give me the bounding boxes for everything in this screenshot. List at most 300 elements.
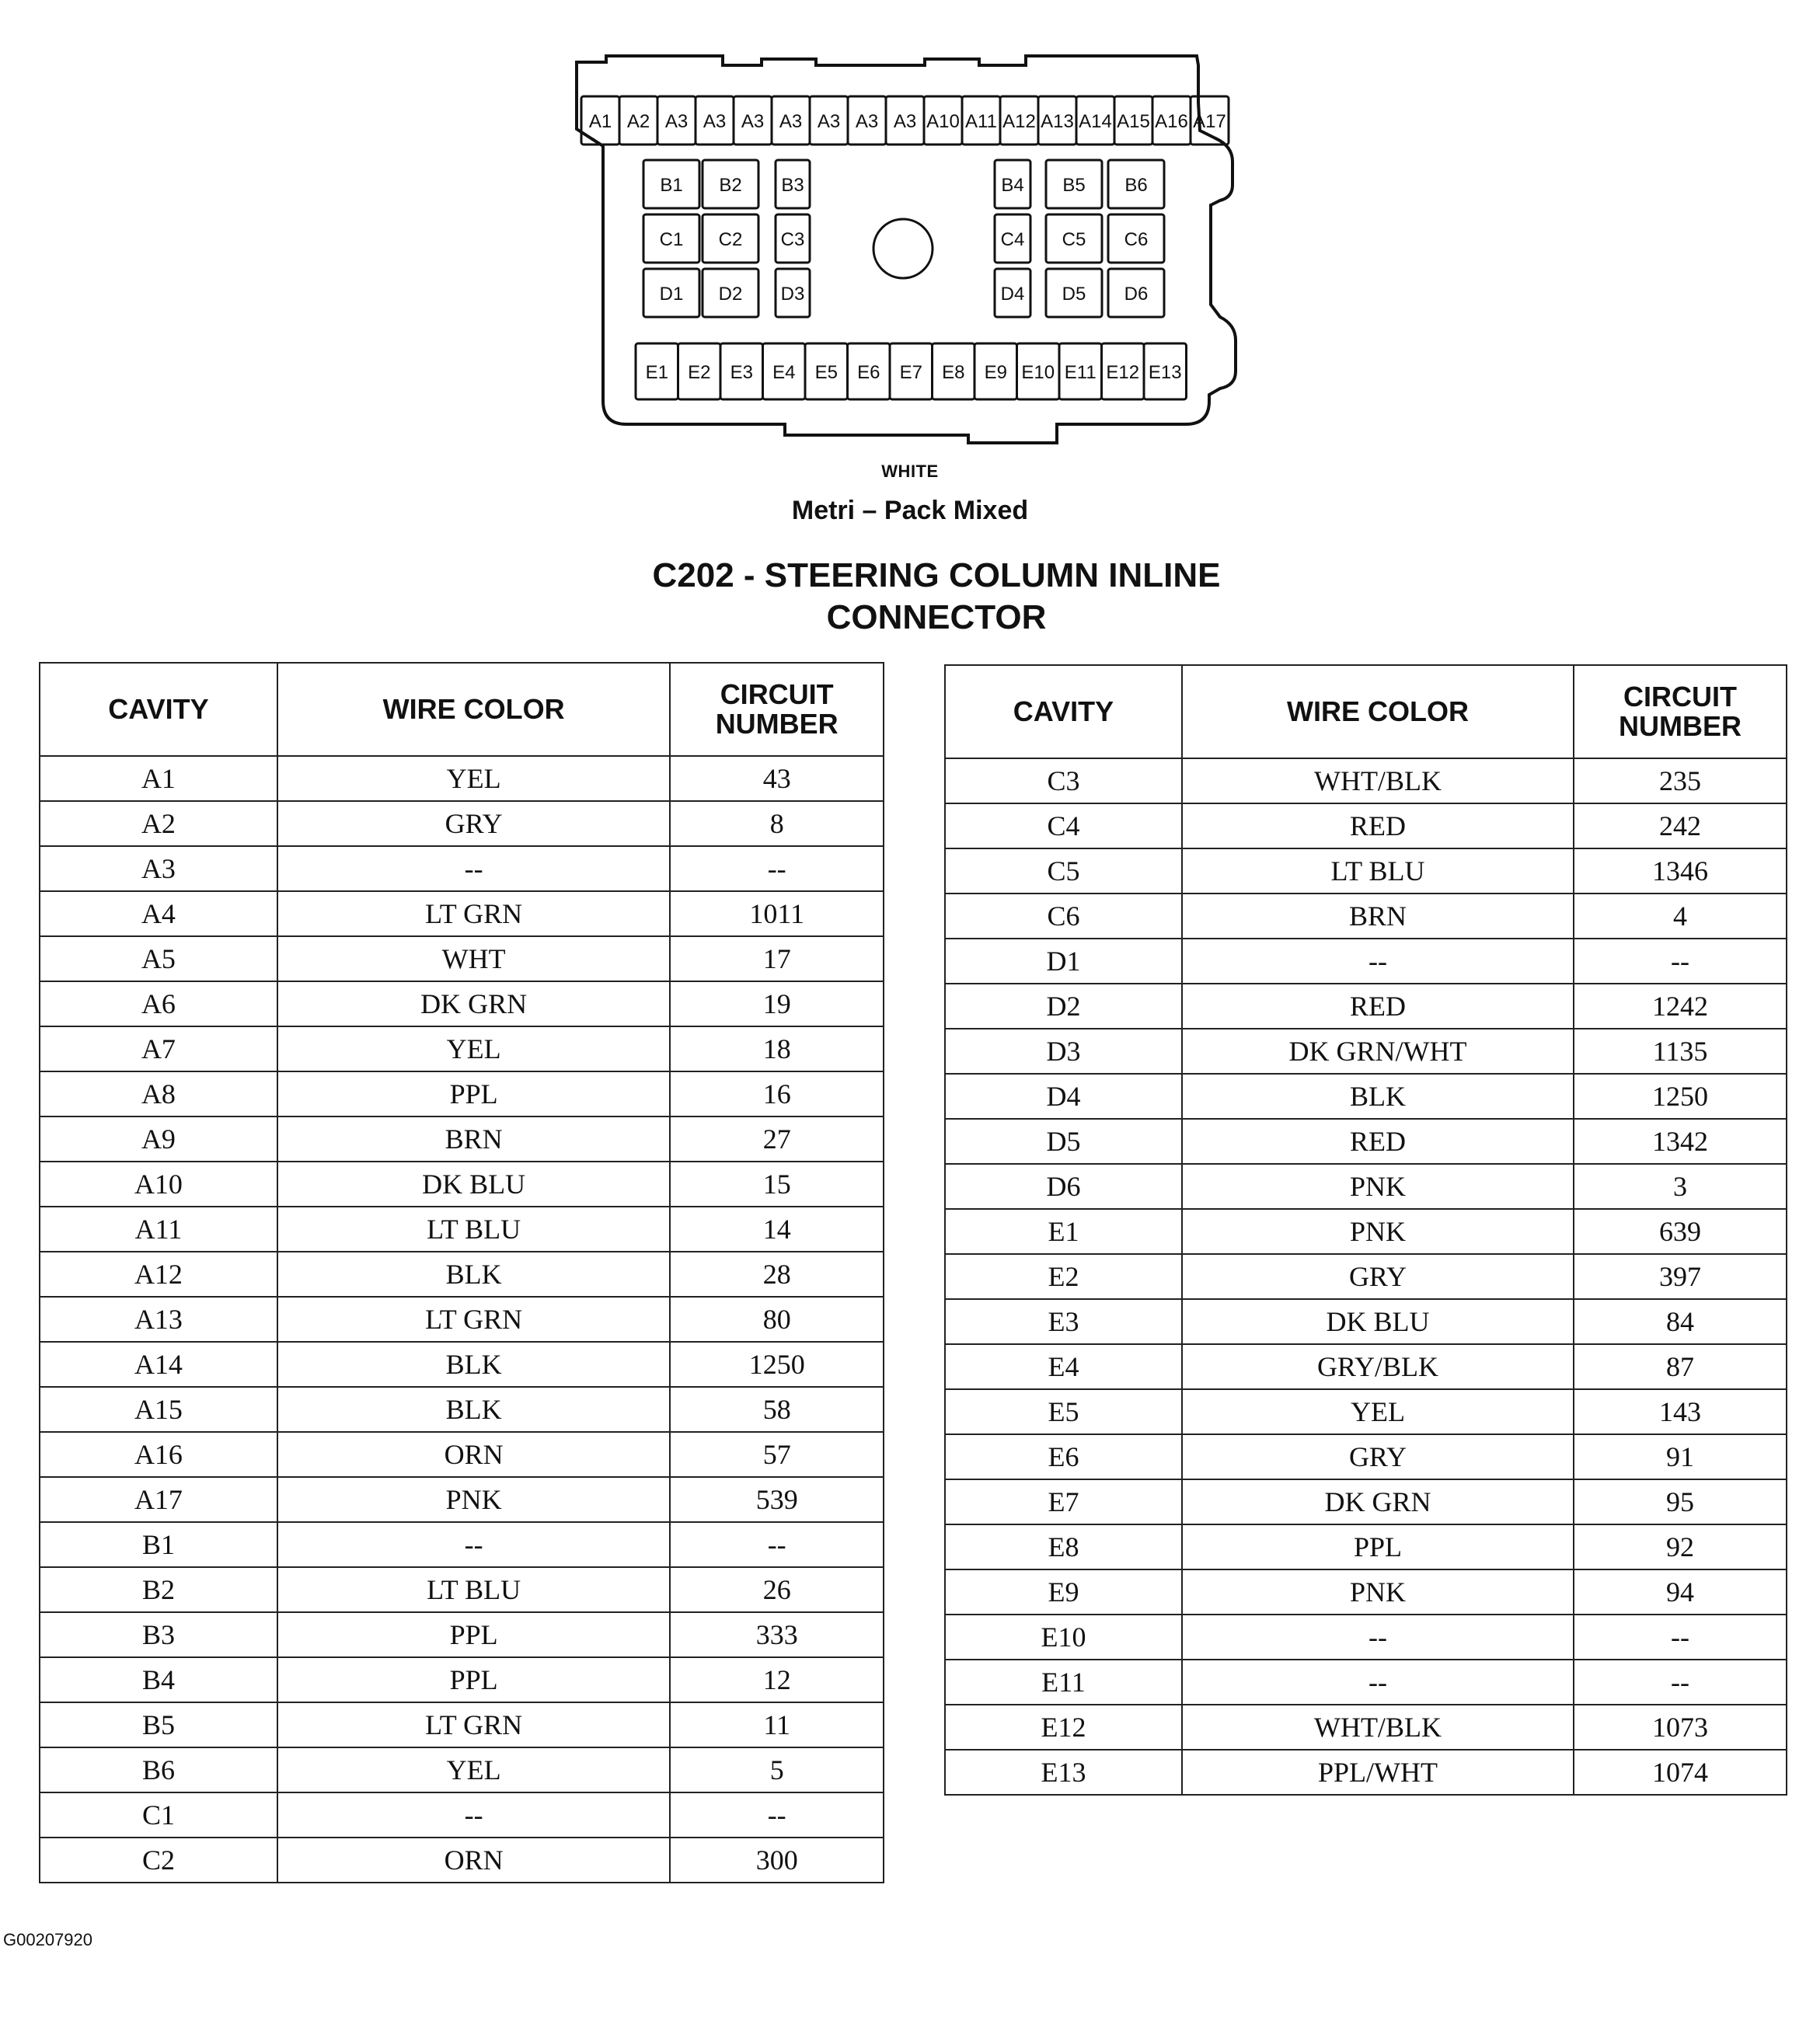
cell-wire-color: --: [1182, 1660, 1574, 1705]
connector-pin: [734, 96, 772, 145]
cell-wire-color: LT BLU: [277, 1207, 670, 1252]
pin-label: E11: [1064, 362, 1097, 383]
cell-circuit-number: 1011: [670, 891, 884, 936]
cell-cavity: D2: [945, 984, 1182, 1029]
connector-pin: [995, 269, 1030, 317]
cell-circuit-number: 4: [1574, 894, 1787, 939]
cell-circuit-number: 397: [1574, 1254, 1787, 1299]
cell-wire-color: ORN: [277, 1838, 670, 1883]
connector-pin: [657, 96, 696, 145]
cell-cavity: A8: [40, 1071, 277, 1116]
cell-wire-color: PPL: [277, 1657, 670, 1702]
cell-cavity: C4: [945, 803, 1182, 848]
table-row: [40, 1342, 884, 1387]
cell-circuit-number: 43: [670, 756, 884, 801]
pin-label: E6: [857, 362, 880, 383]
cell-cavity: B3: [40, 1612, 277, 1657]
cell-wire-color: --: [277, 1522, 670, 1567]
table-row: [945, 848, 1787, 894]
table-row: [945, 1119, 1787, 1164]
cell-wire-color: PNK: [1182, 1569, 1574, 1615]
cell-circuit-number: 95: [1574, 1479, 1787, 1524]
pin-label: A13: [1041, 111, 1074, 132]
cell-circuit-number: 14: [670, 1207, 884, 1252]
connector-pin: [636, 343, 678, 399]
pin-label: A11: [965, 111, 997, 132]
table-row: [945, 1254, 1787, 1299]
table-row: [40, 1657, 884, 1702]
cell-wire-color: RED: [1182, 803, 1574, 848]
connector-pin: [1000, 96, 1038, 145]
pin-label: E4: [772, 362, 796, 383]
cell-circuit-number: 12: [670, 1657, 884, 1702]
cell-wire-color: GRY/BLK: [1182, 1344, 1574, 1389]
cell-circuit-number: 17: [670, 936, 884, 981]
cell-wire-color: LT BLU: [1182, 848, 1574, 894]
table-row: [945, 1615, 1787, 1660]
table-row: [40, 1838, 884, 1883]
pin-label: D3: [780, 284, 805, 305]
cell-cavity: A7: [40, 1026, 277, 1071]
table-row: [945, 1389, 1787, 1434]
cell-cavity: A16: [40, 1432, 277, 1477]
connector-pin: [810, 96, 848, 145]
connector-pin: [720, 343, 763, 399]
cell-wire-color: RED: [1182, 984, 1574, 1029]
connector-pin: [1144, 343, 1187, 399]
cell-wire-color: --: [277, 846, 670, 891]
connector-pin: [696, 96, 734, 145]
pin-label: C3: [780, 229, 805, 250]
cell-cavity: E10: [945, 1615, 1182, 1660]
cell-circuit-number: 94: [1574, 1569, 1787, 1615]
table-row: [945, 1660, 1787, 1705]
connector-pin: [776, 160, 810, 208]
table-row: [945, 1705, 1787, 1750]
connector-face-drawing: [560, 53, 1243, 457]
table-row: [40, 1207, 884, 1252]
table-row: [945, 1299, 1787, 1344]
pin-label: E13: [1148, 362, 1182, 383]
cell-circuit-number: 5: [670, 1747, 884, 1792]
table-row: [40, 891, 884, 936]
cell-wire-color: PPL: [277, 1612, 670, 1657]
pin-label: A15: [1117, 111, 1150, 132]
cell-cavity: C3: [945, 758, 1182, 803]
cell-circuit-number: 1342: [1574, 1119, 1787, 1164]
cell-cavity: E11: [945, 1660, 1182, 1705]
cell-cavity: C5: [945, 848, 1182, 894]
header-wire-color: WIRE COLOR: [277, 663, 670, 756]
cell-circuit-number: --: [670, 1522, 884, 1567]
connector-pin: [1191, 96, 1229, 145]
pin-label: C6: [1124, 229, 1149, 250]
cell-cavity: E8: [945, 1524, 1182, 1569]
connector-pin: [776, 214, 810, 263]
cell-wire-color: --: [1182, 939, 1574, 984]
connector-pin: [1152, 96, 1191, 145]
cell-wire-color: BLK: [277, 1387, 670, 1432]
table-row: [40, 1702, 884, 1747]
connector-pin: [1046, 214, 1102, 263]
pin-label: A3: [703, 111, 727, 132]
pin-label: A3: [779, 111, 803, 132]
pin-label: A2: [626, 111, 650, 132]
header-cavity: CAVITY: [40, 663, 277, 756]
pin-label: C2: [718, 229, 743, 250]
table-row: [40, 981, 884, 1026]
pin-label: A3: [741, 111, 765, 132]
cell-cavity: A14: [40, 1342, 277, 1387]
connector-color-label: WHITE: [881, 462, 939, 481]
cell-wire-color: BLK: [277, 1342, 670, 1387]
cell-wire-color: DK GRN: [277, 981, 670, 1026]
cell-circuit-number: 1135: [1574, 1029, 1787, 1074]
pin-label: B2: [719, 175, 742, 196]
pin-label: B4: [1001, 175, 1024, 196]
cell-cavity: A17: [40, 1477, 277, 1522]
cell-cavity: A10: [40, 1162, 277, 1207]
header-wire-color: WIRE COLOR: [1182, 665, 1574, 758]
cell-circuit-number: --: [1574, 1615, 1787, 1660]
cell-cavity: B4: [40, 1657, 277, 1702]
table-row: [945, 939, 1787, 984]
table-row: [945, 1344, 1787, 1389]
table-row: [40, 846, 884, 891]
header-circuit-number: [1574, 665, 1787, 758]
table-row: [40, 1387, 884, 1432]
cell-cavity: B6: [40, 1747, 277, 1792]
pin-label: A10: [926, 111, 960, 132]
cell-circuit-number: 1242: [1574, 984, 1787, 1029]
connector-pin: [1046, 269, 1102, 317]
cell-circuit-number: 539: [670, 1477, 884, 1522]
cell-wire-color: LT GRN: [277, 1297, 670, 1342]
cell-circuit-number: 27: [670, 1116, 884, 1162]
table-row: [945, 1524, 1787, 1569]
cell-cavity: E12: [945, 1705, 1182, 1750]
cell-cavity: A1: [40, 756, 277, 801]
cell-wire-color: YEL: [277, 756, 670, 801]
cell-wire-color: LT GRN: [277, 891, 670, 936]
cavity-table-left: [39, 662, 884, 1883]
cell-wire-color: WHT/BLK: [1182, 1705, 1574, 1750]
connector-pin: [703, 160, 758, 208]
table-row: [40, 936, 884, 981]
table-row: [40, 1477, 884, 1522]
cell-circuit-number: 8: [670, 801, 884, 846]
cell-circuit-number: 58: [670, 1387, 884, 1432]
cell-cavity: D1: [945, 939, 1182, 984]
table-row: [40, 1116, 884, 1162]
cell-cavity: E7: [945, 1479, 1182, 1524]
connector-pin: [643, 160, 699, 208]
cell-cavity: D5: [945, 1119, 1182, 1164]
cell-cavity: E2: [945, 1254, 1182, 1299]
pin-label: E7: [899, 362, 922, 383]
table-row: [40, 1567, 884, 1612]
cell-cavity: A4: [40, 891, 277, 936]
table-row: [40, 1026, 884, 1071]
cell-circuit-number: 80: [670, 1297, 884, 1342]
connector-pin: [619, 96, 657, 145]
cell-cavity: B2: [40, 1567, 277, 1612]
title-line-2: CONNECTOR: [826, 598, 1047, 636]
page-title: [0, 555, 1820, 639]
pin-label: A1: [588, 111, 612, 132]
cell-wire-color: GRY: [1182, 1434, 1574, 1479]
table-row: [40, 1747, 884, 1792]
cell-wire-color: GRY: [1182, 1254, 1574, 1299]
cell-cavity: A11: [40, 1207, 277, 1252]
cell-circuit-number: 639: [1574, 1209, 1787, 1254]
pin-label: E5: [814, 362, 838, 383]
cell-circuit-number: 11: [670, 1702, 884, 1747]
cell-cavity: A13: [40, 1297, 277, 1342]
cell-circuit-number: 300: [670, 1838, 884, 1883]
connector-pin: [962, 96, 1000, 145]
cell-circuit-number: 57: [670, 1432, 884, 1477]
cell-cavity: E1: [945, 1209, 1182, 1254]
pin-label: A3: [817, 111, 841, 132]
cell-wire-color: YEL: [277, 1747, 670, 1792]
pin-label: A3: [855, 111, 879, 132]
cell-circuit-number: 1074: [1574, 1750, 1787, 1795]
cell-wire-color: LT BLU: [277, 1567, 670, 1612]
table-header-row: [40, 663, 884, 756]
pin-label: D1: [659, 284, 684, 305]
cell-wire-color: --: [1182, 1615, 1574, 1660]
pin-label: E3: [730, 362, 753, 383]
cell-circuit-number: 333: [670, 1612, 884, 1657]
connector-type-label: Metri – Pack Mixed: [791, 496, 1029, 525]
cell-cavity: D6: [945, 1164, 1182, 1209]
connector-pin: [1114, 96, 1152, 145]
cell-circuit-number: 28: [670, 1252, 884, 1297]
connector-pin: [772, 96, 810, 145]
pin-label: B6: [1124, 175, 1148, 196]
cell-cavity: A6: [40, 981, 277, 1026]
connector-pin: [848, 343, 891, 399]
cell-circuit-number: 1250: [1574, 1074, 1787, 1119]
pin-label: E9: [984, 362, 1007, 383]
connector-pin: [1017, 343, 1060, 399]
cell-circuit-number: 1346: [1574, 848, 1787, 894]
cell-cavity: C1: [40, 1792, 277, 1838]
connector-pin: [1059, 343, 1102, 399]
cell-wire-color: GRY: [277, 801, 670, 846]
connector-pin: [975, 343, 1017, 399]
connector-pin: [995, 214, 1030, 263]
cell-cavity: E4: [945, 1344, 1182, 1389]
table-row: [40, 801, 884, 846]
cell-wire-color: RED: [1182, 1119, 1574, 1164]
table-row: [945, 1569, 1787, 1615]
pin-label: D6: [1124, 284, 1149, 305]
connector-pin: [703, 214, 758, 263]
cell-wire-color: DK BLU: [277, 1162, 670, 1207]
header-circuit-line-1: CIRCUIT: [720, 678, 834, 710]
cell-cavity: D4: [945, 1074, 1182, 1119]
pin-label: A14: [1079, 111, 1112, 132]
cell-wire-color: DK BLU: [1182, 1299, 1574, 1344]
table-row: [40, 1162, 884, 1207]
cell-wire-color: DK GRN: [1182, 1479, 1574, 1524]
table-row: [945, 984, 1787, 1029]
header-cavity: CAVITY: [945, 665, 1182, 758]
title-line-1: C202 - STEERING COLUMN INLINE: [652, 556, 1221, 594]
header-circuit-line-1: CIRCUIT: [1623, 681, 1737, 712]
pin-label: D4: [1000, 284, 1025, 305]
cell-cavity: A15: [40, 1387, 277, 1432]
cell-wire-color: YEL: [1182, 1389, 1574, 1434]
table-row: [40, 1522, 884, 1567]
cell-wire-color: PPL: [1182, 1524, 1574, 1569]
table-row: [945, 758, 1787, 803]
connector-pin: [763, 343, 806, 399]
connector-pin: [1076, 96, 1114, 145]
pin-label: C5: [1062, 229, 1086, 250]
pin-label: A16: [1155, 111, 1188, 132]
cell-cavity: A5: [40, 936, 277, 981]
cell-wire-color: PNK: [1182, 1164, 1574, 1209]
table-row: [40, 1071, 884, 1116]
connector-pin: [1046, 160, 1102, 208]
connector-pin: [924, 96, 962, 145]
pin-label: B3: [781, 175, 804, 196]
connector-pin: [1108, 269, 1164, 317]
table-row: [40, 1297, 884, 1342]
cell-wire-color: PNK: [1182, 1209, 1574, 1254]
cell-circuit-number: 91: [1574, 1434, 1787, 1479]
cell-circuit-number: --: [1574, 939, 1787, 984]
table-row: [945, 803, 1787, 848]
connector-pin: [886, 96, 924, 145]
connector-pin: [848, 96, 886, 145]
pin-label: E1: [645, 362, 668, 383]
cell-wire-color: BRN: [1182, 894, 1574, 939]
pin-label: A17: [1193, 111, 1226, 132]
connector-pin: [933, 343, 975, 399]
connector-pin: [776, 269, 810, 317]
cell-wire-color: LT GRN: [277, 1702, 670, 1747]
cell-cavity: C6: [945, 894, 1182, 939]
cell-circuit-number: 26: [670, 1567, 884, 1612]
header-circuit-number: [670, 663, 884, 756]
cell-circuit-number: 1073: [1574, 1705, 1787, 1750]
cell-circuit-number: --: [670, 846, 884, 891]
cell-circuit-number: 18: [670, 1026, 884, 1071]
pin-label: B1: [660, 175, 683, 196]
cell-cavity: A12: [40, 1252, 277, 1297]
connector-pin: [995, 160, 1030, 208]
table-row: [945, 1164, 1787, 1209]
connector-pin: [1108, 214, 1164, 263]
cell-cavity: E13: [945, 1750, 1182, 1795]
cell-circuit-number: 15: [670, 1162, 884, 1207]
connector-pin: [1038, 96, 1076, 145]
pin-label: A12: [1002, 111, 1036, 132]
table-row: [945, 1479, 1787, 1524]
header-circuit-line-2: NUMBER: [715, 708, 839, 740]
table-row: [40, 1432, 884, 1477]
pin-label: E12: [1106, 362, 1140, 383]
cell-circuit-number: 87: [1574, 1344, 1787, 1389]
cell-cavity: A2: [40, 801, 277, 846]
pin-label: C1: [659, 229, 684, 250]
connector-pin: [1108, 160, 1164, 208]
cell-circuit-number: 84: [1574, 1299, 1787, 1344]
cell-cavity: E3: [945, 1299, 1182, 1344]
cell-cavity: A3: [40, 846, 277, 891]
cell-wire-color: DK GRN/WHT: [1182, 1029, 1574, 1074]
table-row: [40, 756, 884, 801]
center-post-hole: [873, 219, 933, 278]
cell-circuit-number: --: [1574, 1660, 1787, 1705]
cell-wire-color: PNK: [277, 1477, 670, 1522]
cell-wire-color: PPL/WHT: [1182, 1750, 1574, 1795]
cell-cavity: E6: [945, 1434, 1182, 1479]
table-row: [945, 1029, 1787, 1074]
pin-label: D5: [1062, 284, 1086, 305]
pin-label: A3: [664, 111, 689, 132]
table-row: [945, 1209, 1787, 1254]
connector-diagram: [560, 53, 1243, 457]
header-circuit-line-2: NUMBER: [1619, 710, 1742, 742]
table-row: [945, 1074, 1787, 1119]
cell-wire-color: BRN: [277, 1116, 670, 1162]
table-row: [40, 1792, 884, 1838]
connector-pin: [678, 343, 721, 399]
table-row: [945, 1750, 1787, 1795]
cell-circuit-number: 92: [1574, 1524, 1787, 1569]
connector-pin: [805, 343, 848, 399]
connector-pin: [643, 214, 699, 263]
pin-label: E8: [942, 362, 965, 383]
cell-cavity: A9: [40, 1116, 277, 1162]
cavity-table-right: [944, 664, 1787, 1796]
table-row: [40, 1252, 884, 1297]
cell-circuit-number: --: [670, 1792, 884, 1838]
connector-pin: [1102, 343, 1145, 399]
cell-cavity: B1: [40, 1522, 277, 1567]
connector-pin: [703, 269, 758, 317]
table-row: [945, 894, 1787, 939]
cell-circuit-number: 3: [1574, 1164, 1787, 1209]
cell-cavity: E5: [945, 1389, 1182, 1434]
cell-wire-color: BLK: [1182, 1074, 1574, 1119]
cell-circuit-number: 19: [670, 981, 884, 1026]
cell-wire-color: WHT/BLK: [1182, 758, 1574, 803]
table-row: [945, 1434, 1787, 1479]
pin-label: E10: [1021, 362, 1055, 383]
cell-cavity: B5: [40, 1702, 277, 1747]
cell-wire-color: YEL: [277, 1026, 670, 1071]
cell-circuit-number: 235: [1574, 758, 1787, 803]
cell-circuit-number: 143: [1574, 1389, 1787, 1434]
cell-wire-color: PPL: [277, 1071, 670, 1116]
cell-cavity: C2: [40, 1838, 277, 1883]
cell-circuit-number: 242: [1574, 803, 1787, 848]
figure-id: G00207920: [3, 1930, 92, 1949]
connector-pin: [643, 269, 699, 317]
pin-label: B5: [1062, 175, 1086, 196]
table-header-row: [945, 665, 1787, 758]
table-row: [40, 1612, 884, 1657]
connector-pin: [890, 343, 933, 399]
pin-label: C4: [1000, 229, 1025, 250]
cell-cavity: E9: [945, 1569, 1182, 1615]
